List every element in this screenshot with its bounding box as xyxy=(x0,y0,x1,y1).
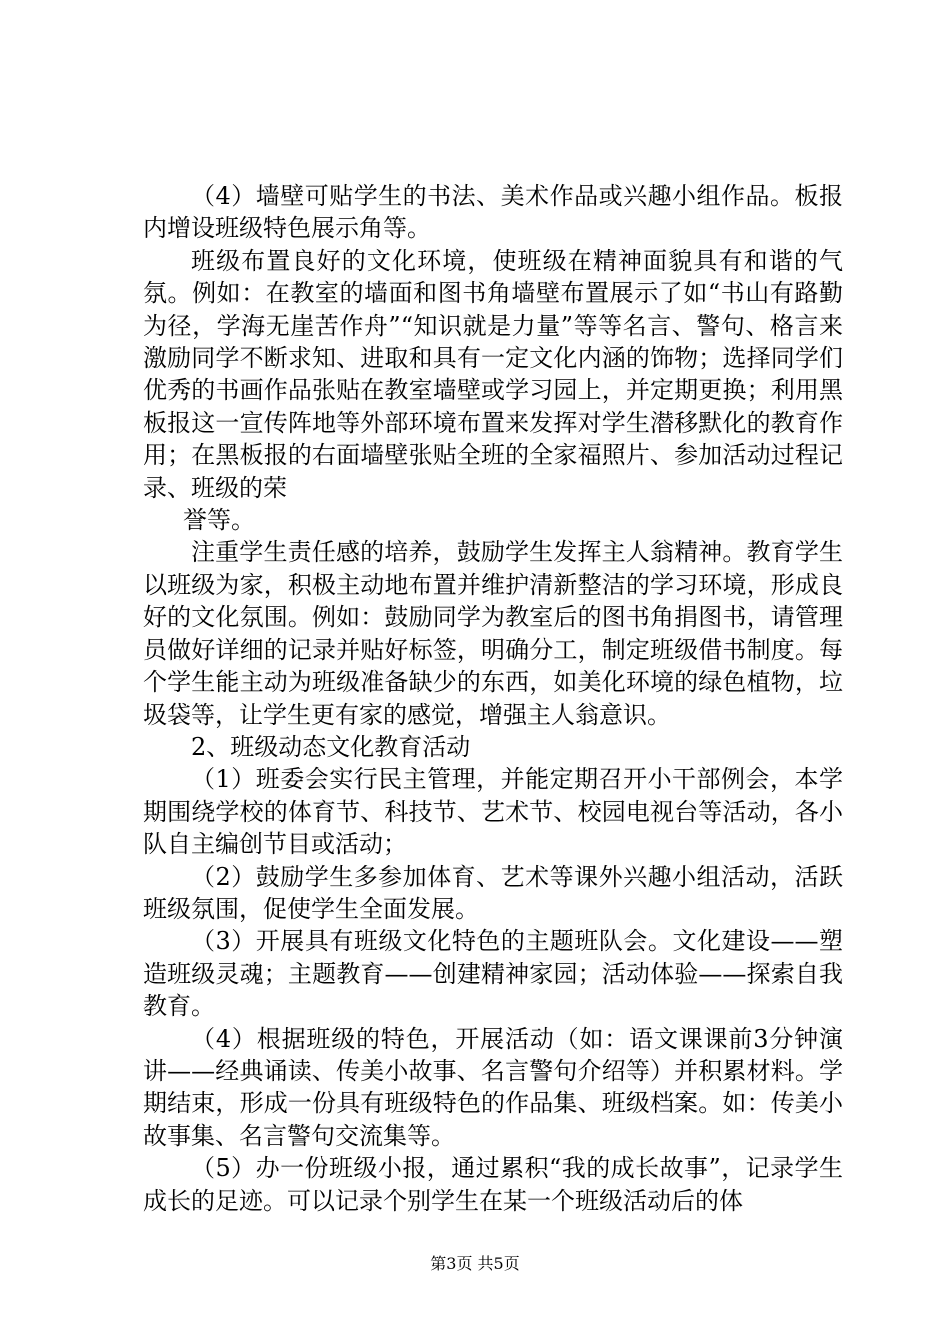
document-body xyxy=(143,180,843,1217)
page-number-footer: 第3页 共5页 xyxy=(430,1254,520,1273)
paragraph-honor-continuation: 誉等。 xyxy=(183,506,255,535)
paragraph-item-3: （3）开展具有班级文化特色的主题班队会。文化建设——塑造班级灵魂；主题教育——创建精神家园；活动体验——探索自我教育。 xyxy=(143,927,843,1021)
paragraph-item-1: （1）班委会实行民主管理，并能定期召开小干部例会，本学期围绕学校的体育节、科技节、艺术节、校园电视台等活动，各小队自主编创节目或活动； xyxy=(143,765,843,859)
paragraph-responsibility: 注重学生责任感的培养，鼓励学生发挥主人翁精神。教育学生以班级为家，积极主动地布置并维护清新整洁的学习环境，形成良好的文化氛围。例如：鼓励同学为教室后的图书角捐图书，请管理员做好详细的记录并贴好标签，明确分工，制定班级借书制度。每个学生能主动为班级准备缺少的东西，如美化环境的绿色植物，垃圾袋等，让学生更有家的感觉，增强主人翁意识。 xyxy=(143,538,843,729)
paragraph-item-4: （4）根据班级的特色，开展活动（如：语文课课前3分钟演讲——经典诵读、传美小故事、名言警句介绍等）并积累材料。学期结束，形成一份具有班级特色的作品集、班级档案。如：传美小故事集、名言警句交流集等。 xyxy=(143,1024,843,1150)
paragraph-item-2: （2）鼓励学生多参加体育、艺术等课外兴趣小组活动，活跃班级氛围，促使学生全面发展。 xyxy=(143,862,843,923)
paragraph-item-5: （5）办一份班级小报，通过累积“我的成长故事”，记录学生成长的足迹。可以记录个别学生在某一个班级活动后的体 xyxy=(143,1154,843,1215)
paragraph-culture-environment: 班级布置良好的文化环境，使班级在精神面貌具有和谐的气氛。例如：在教室的墙面和图书角墙壁布置展示了如“书山有路勤为径，学海无崖苦作舟”“知识就是力量”等等名言、警句、格言来激励同学不断求知、进取和具有一定文化内涵的饰物；选择同学们优秀的书画作品张贴在教室墙壁或学习园上，并定期更换；利用黑板报这一宣传阵地等外部环境布置来发挥对学生潜移默化的教育作用；在黑板报的右面墙壁张贴全班的全家福照片、参加活动过程记录、班级的荣 xyxy=(143,246,843,502)
paragraph-wall-display: （4）墙壁可贴学生的书法、美术作品或兴趣小组作品。板报内增设班级特色展示角等。 xyxy=(143,182,843,243)
section-heading-dynamic-culture: 2、班级动态文化教育活动 xyxy=(191,732,471,761)
